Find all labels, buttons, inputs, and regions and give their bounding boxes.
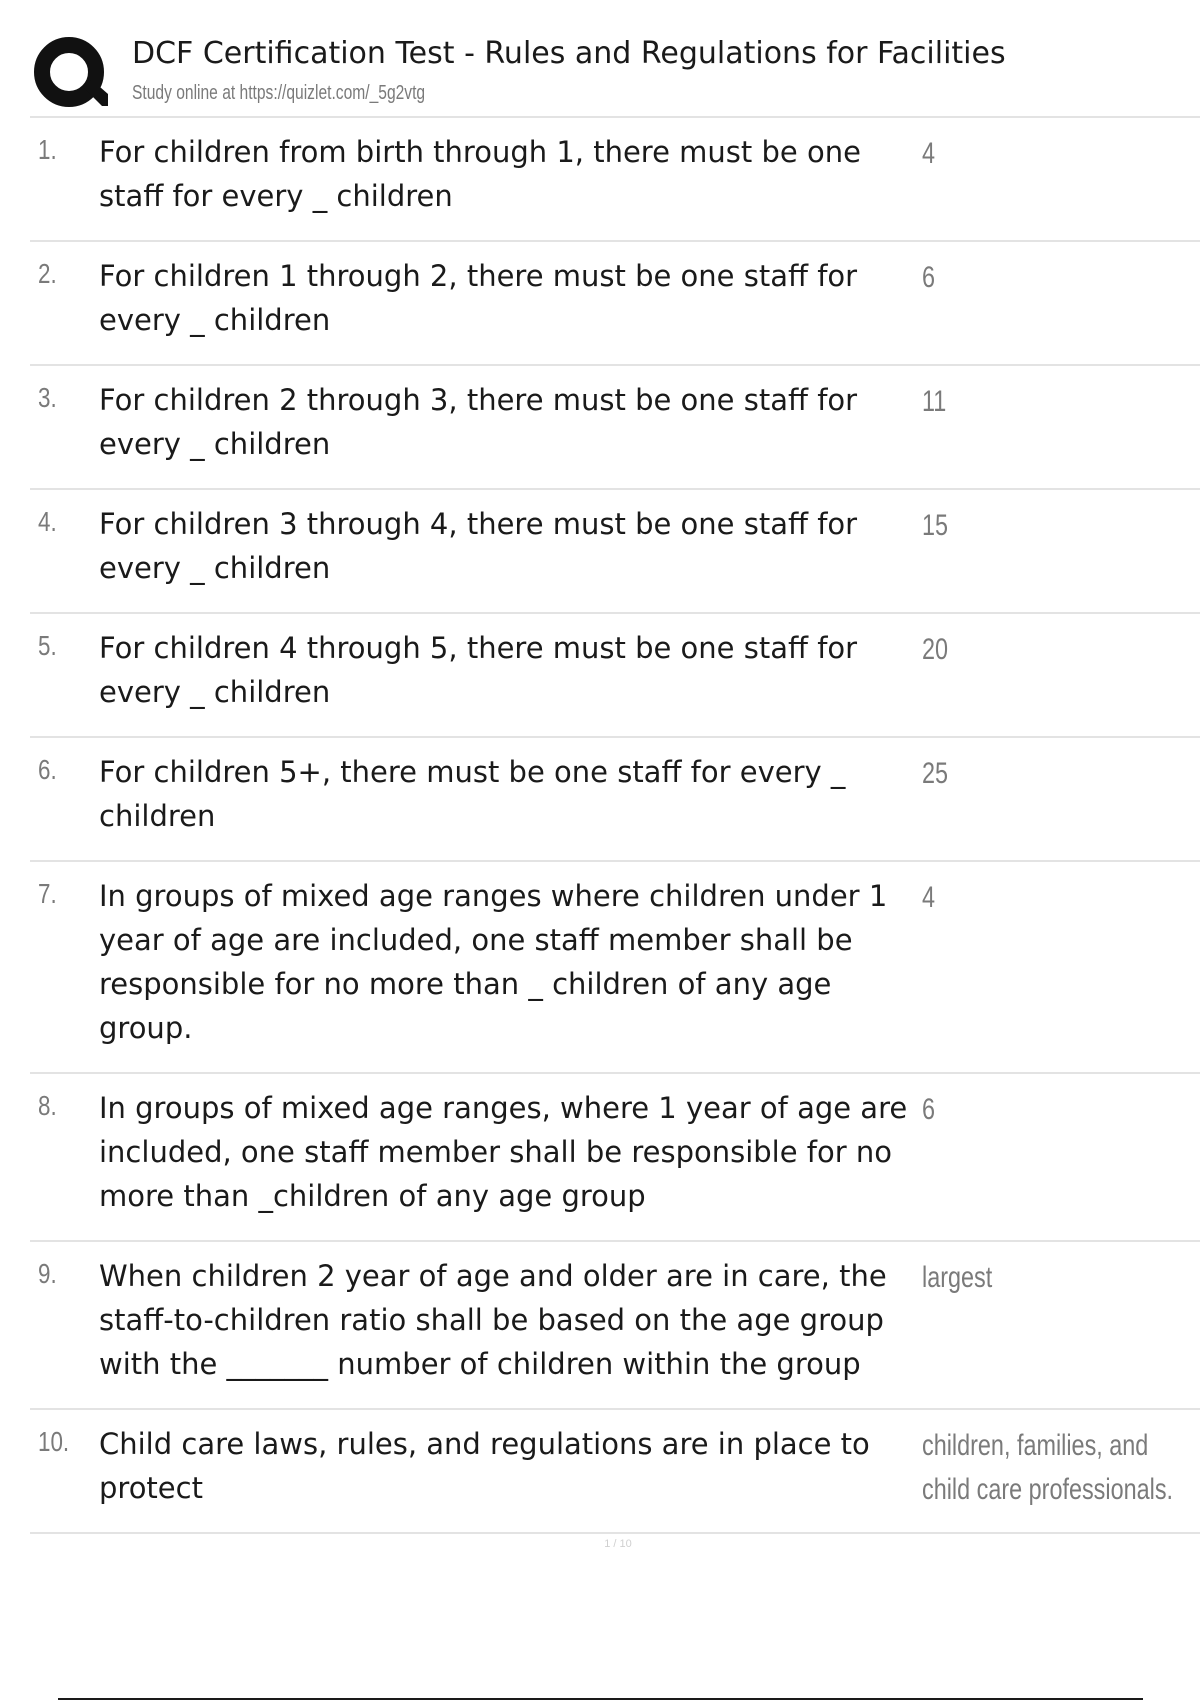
flashcard-row xyxy=(30,738,1200,862)
card-definition: 4 xyxy=(922,137,936,170)
flashcard-row xyxy=(30,118,1200,242)
card-term: For children 1 through 2, there must be one staff for every _ children xyxy=(99,259,858,337)
card-definition: 6 xyxy=(922,1093,936,1126)
flashcard-row xyxy=(30,862,1200,1074)
page-number: 1 / 10 xyxy=(604,1538,632,1550)
flashcard-row xyxy=(30,1242,1200,1410)
flashcard-row xyxy=(30,490,1200,614)
card-term: For children from birth through 1, there must be one staff for every _ children xyxy=(99,135,861,213)
card-term: When children 2 year of age and older are in care, the staff-to-children ratio shall be based on the age group with the _______ number of children within the group xyxy=(99,1259,887,1381)
card-number: 1. xyxy=(38,134,57,165)
document-page xyxy=(30,28,1200,1534)
card-definition: 11 xyxy=(922,385,947,418)
card-term: Child care laws, rules, and regulations are in place to protect xyxy=(99,1427,870,1505)
card-number: 8. xyxy=(38,1090,57,1121)
card-term: For children 3 through 4, there must be one staff for every _ children xyxy=(99,507,858,585)
card-definition: 6 xyxy=(922,261,936,294)
card-number: 3. xyxy=(38,382,57,413)
card-definition: 15 xyxy=(922,509,949,542)
header xyxy=(30,28,1200,118)
page-title: DCF Certification Test - Rules and Regulations for Facilities xyxy=(132,36,1006,71)
card-definition: largest xyxy=(922,1261,993,1294)
card-term: For children 5+, there must be one staff for every _ children xyxy=(99,755,846,833)
card-number: 7. xyxy=(38,878,57,909)
card-definition: 25 xyxy=(922,757,949,790)
card-term: In groups of mixed age ranges where children under 1 year of age are included, one staff member shall be responsible for no more than _ children of any age group. xyxy=(99,879,888,1045)
card-number: 9. xyxy=(38,1258,57,1289)
card-definition: children, families, and child care professionals. xyxy=(922,1429,1174,1506)
card-number: 4. xyxy=(38,506,57,537)
card-term: For children 2 through 3, there must be one staff for every _ children xyxy=(99,383,858,461)
flashcard-row xyxy=(30,1074,1200,1242)
flashcard-row xyxy=(30,366,1200,490)
card-number: 2. xyxy=(38,258,57,289)
flashcard-row xyxy=(30,242,1200,366)
card-definition: 20 xyxy=(922,633,949,666)
page-subtitle: Study online at https://quizlet.com/_5g2vtg xyxy=(132,82,426,104)
flashcard-row xyxy=(30,614,1200,738)
card-term: For children 4 through 5, there must be one staff for every _ children xyxy=(99,631,858,709)
flashcard-list xyxy=(30,118,1200,1534)
card-term: In groups of mixed age ranges, where 1 year of age are included, one staff member shall be responsible for no more than _children of any age group xyxy=(99,1091,908,1213)
flashcard-row xyxy=(30,1410,1200,1534)
card-definition: 4 xyxy=(922,881,936,914)
card-number: 6. xyxy=(38,754,57,785)
card-number: 10. xyxy=(38,1426,70,1457)
quizlet-logo-icon xyxy=(32,34,110,112)
card-number: 5. xyxy=(38,630,57,661)
